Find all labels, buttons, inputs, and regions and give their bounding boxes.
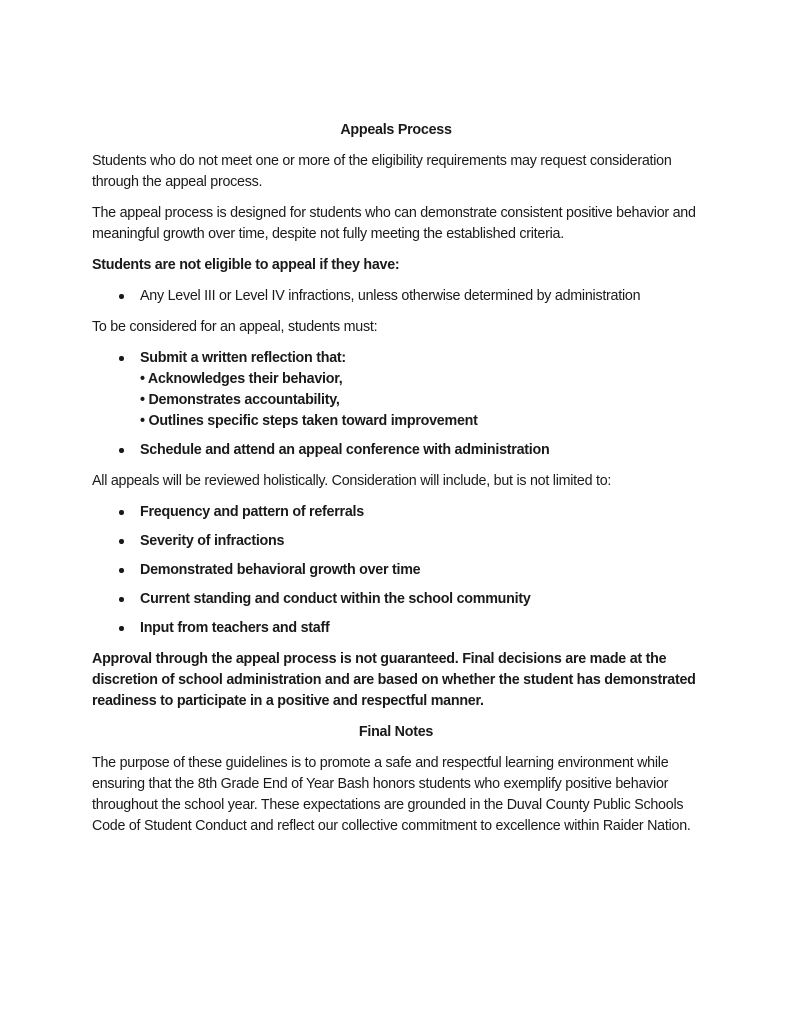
list-item: Input from teachers and staff bbox=[92, 618, 700, 639]
sub-list-item: • Demonstrates accountability, bbox=[140, 392, 340, 408]
list-item bbox=[92, 348, 700, 432]
list-item: Frequency and pattern of referrals bbox=[92, 502, 700, 523]
review-intro-paragraph: All appeals will be reviewed holistically. Consideration will include, but is not limited to: bbox=[92, 473, 612, 489]
review-considerations-list bbox=[92, 502, 700, 639]
list-item: Any Level III or Level IV infractions, unless otherwise determined by administration bbox=[92, 286, 700, 307]
document-body bbox=[92, 120, 700, 837]
appeal-requirements-list bbox=[92, 348, 700, 461]
final-notes-heading: Final Notes bbox=[358, 724, 434, 740]
list-item: Demonstrated behavioral growth over time bbox=[92, 560, 700, 581]
final-notes-paragraph: The purpose of these guidelines is to promote a safe and respectful learning environment while ensuring that the 8th Grade End of Year Bash honors students who exemplify positive behavior throughout the school year. These expectations are grounded in the Duval County Public Schools Code of Student Conduct and reflect our collective commitment to excellence within Raider Nation. bbox=[92, 755, 691, 834]
list-item: Severity of infractions bbox=[92, 531, 700, 552]
intro-paragraph-2: The appeal process is designed for students who can demonstrate consistent positive behavior and meaningful growth over time, despite not fully meeting the established criteria. bbox=[92, 205, 696, 242]
consider-intro-paragraph: To be considered for an appeal, students must: bbox=[92, 319, 378, 335]
sub-list-item: • Acknowledges their behavior, bbox=[140, 371, 343, 387]
list-item-label: Submit a written reflection that: bbox=[140, 350, 346, 366]
appeals-process-heading: Appeals Process bbox=[340, 122, 452, 138]
approval-note-paragraph: Approval through the appeal process is not guaranteed. Final decisions are made at the discretion of school administration and are based on whether the student has demonstrated readiness to participate in a positive and respectful manner. bbox=[92, 651, 696, 709]
sub-list-item: • Outlines specific steps taken toward improvement bbox=[140, 413, 478, 429]
list-item: Schedule and attend an appeal conference with administration bbox=[92, 440, 700, 461]
list-item: Current standing and conduct within the school community bbox=[92, 589, 700, 610]
not-eligible-list bbox=[92, 286, 700, 307]
intro-paragraph-1: Students who do not meet one or more of the eligibility requirements may request consideration through the appeal process. bbox=[92, 153, 672, 190]
not-eligible-heading: Students are not eligible to appeal if they have: bbox=[92, 257, 400, 273]
